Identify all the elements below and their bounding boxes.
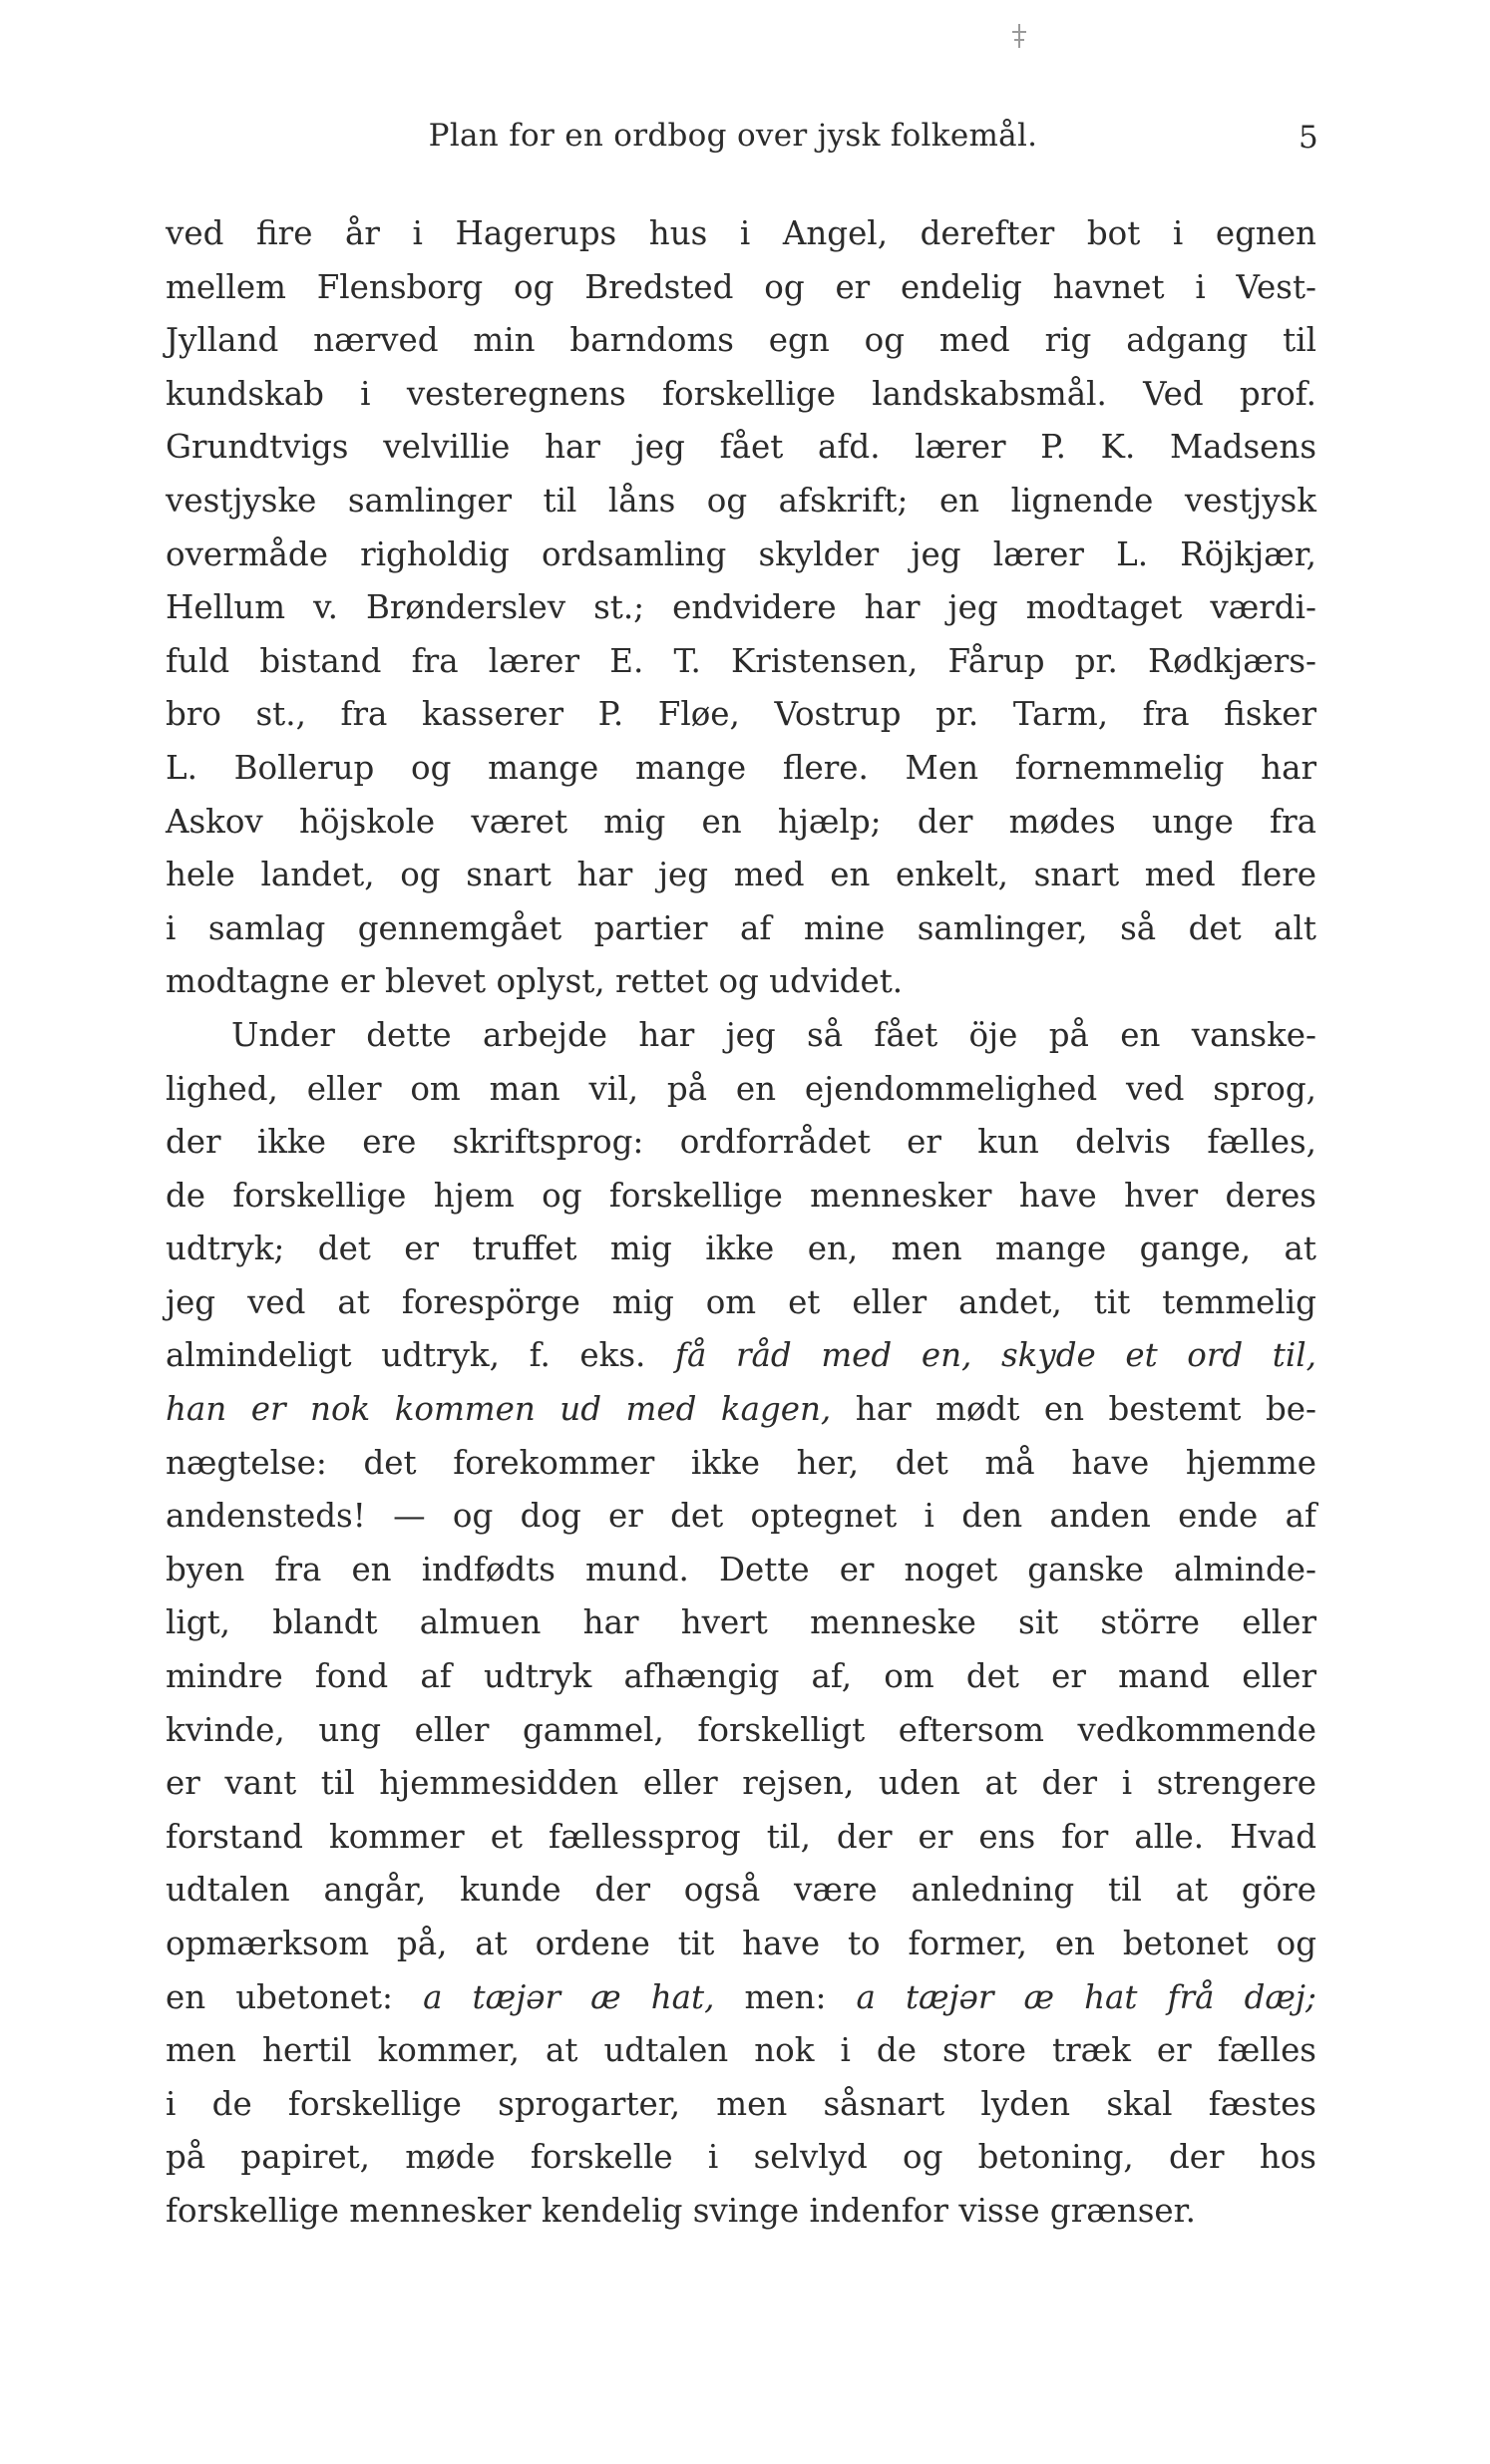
text-line: jeg ved at forespörge mig om et eller andet, tit temmelig	[166, 1282, 1316, 1321]
text-line: bro st., fra kasserer P. Fløe, Vostrup pr. Tarm, fra fisker	[166, 695, 1316, 734]
running-title: Plan for en ordbog over jysk folkemål.	[428, 118, 1038, 154]
pronunciation-example: a tæjər æ hat,	[423, 1977, 715, 2016]
text-line: i de forskellige sprogarter, men såsnart lyden skal fæstes	[166, 2084, 1316, 2123]
text-line: udtalen angår, kunde der også være anledning til at göre	[166, 1871, 1316, 1910]
text-line	[166, 1383, 1316, 1437]
pronunciation-example: a tæjər æ hat frå dæj;	[856, 1977, 1316, 2016]
text-line: hele landet, og snart har jeg med en enkelt, snart med flere	[166, 856, 1316, 894]
text-line: i samlag gennemgået partier af mine samlinger, så det alt	[166, 908, 1316, 947]
text-line: er vant til hjemmesidden eller rejsen, uden at der i strengere	[166, 1764, 1316, 1803]
page-number: 5	[1298, 120, 1318, 156]
running-header	[160, 118, 1318, 162]
text-line: L. Bollerup og mange mange flere. Men fornemmelig har	[166, 748, 1316, 787]
text-line	[166, 1329, 1316, 1383]
text-line: ved fire år i Hagerups hus i Angel, derefter bot i egnen	[166, 214, 1316, 252]
text-line: de forskellige hjem og forskellige mennesker have hver deres	[166, 1176, 1316, 1215]
text-line: opmærksom på, at ordene tit have to former, en betonet og	[166, 1925, 1316, 1962]
text-line: mellem Flensborg og Bredsted og er endelig havnet i Vest-	[166, 267, 1316, 306]
print-mark-icon	[1007, 22, 1031, 52]
text-span: en ubetonet:	[166, 1977, 394, 2016]
text-line: Hellum v. Brønderslev st.; endvidere har jeg modtaget værdi-	[166, 588, 1316, 627]
text-line: Grundtvigs velvillie har jeg fået afd. lærer P. K. Madsens	[166, 428, 1316, 467]
text-line: Askov höjskole været mig en hjælp; der mødes unge fra	[166, 802, 1316, 841]
text-line: andensteds! — og dog er det optegnet i den anden ende af	[166, 1497, 1316, 1536]
text-line: forstand kommer et fællessprog til, der er ens for alle. Hvad	[166, 1817, 1316, 1856]
text-line: der ikke ere skriftsprog: ordforrådet er kun delvis fælles,	[166, 1123, 1316, 1162]
text-line: kvinde, ung eller gammel, forskelligt eftersom vedkommende	[166, 1710, 1316, 1749]
text-line: ligt, blandt almuen har hvert menneske sit större eller	[166, 1603, 1316, 1642]
text-line: forskellige mennesker kendelig svinge indenfor visse grænser.	[166, 2191, 1196, 2230]
example-phrase: han er nok kommen ud med kagen,	[166, 1390, 832, 1429]
text-span: men:	[744, 1977, 827, 2016]
text-line: fuld bistand fra lærer E. T. Kristensen, Fårup pr. Rødkjærs-	[166, 641, 1316, 680]
text-line: lighed, eller om man vil, på en ejendommelighed ved sprog,	[166, 1069, 1316, 1108]
text-line: modtagne er blevet oplyst, rettet og udvidet.	[166, 962, 904, 1001]
text-line: kundskab i vesteregnens forskellige landskabsmål. Ved prof.	[166, 374, 1316, 413]
text-line	[166, 1971, 1316, 2025]
text-line: udtryk; det er truffet mig ikke en, men mange gange, at	[166, 1230, 1316, 1268]
text-line: overmåde righoldig ordsamling skylder jeg lærer L. Röjkjær,	[166, 534, 1316, 573]
text-span: har mødt en bestemt be-	[855, 1390, 1316, 1429]
example-phrase: få råd med en, skyde et ord til,	[674, 1336, 1316, 1375]
text-line: vestjyske samlinger til låns og afskrift; en lignende vestjysk	[166, 481, 1316, 520]
text-line: Under dette arbejde har jeg så fået öje på en vanske-	[231, 1015, 1316, 1054]
text-line: Jylland nærved min barndoms egn og med rig adgang til	[166, 321, 1316, 360]
text-span: almindeligt udtryk, f. eks.	[166, 1336, 646, 1375]
text-line: på papiret, møde forskelle i selvlyd og betoning, der hos	[166, 2138, 1316, 2177]
body-text	[166, 207, 1316, 2239]
text-line: byen fra en indfødts mund. Dette er noget ganske alminde-	[166, 1550, 1316, 1588]
text-line: nægtelse: det forekommer ikke her, det må have hjemme	[166, 1443, 1316, 1482]
text-line: mindre fond af udtryk afhængig af, om det er mand eller	[166, 1657, 1316, 1696]
text-line: men hertil kommer, at udtalen nok i de store træk er fælles	[166, 2031, 1316, 2070]
